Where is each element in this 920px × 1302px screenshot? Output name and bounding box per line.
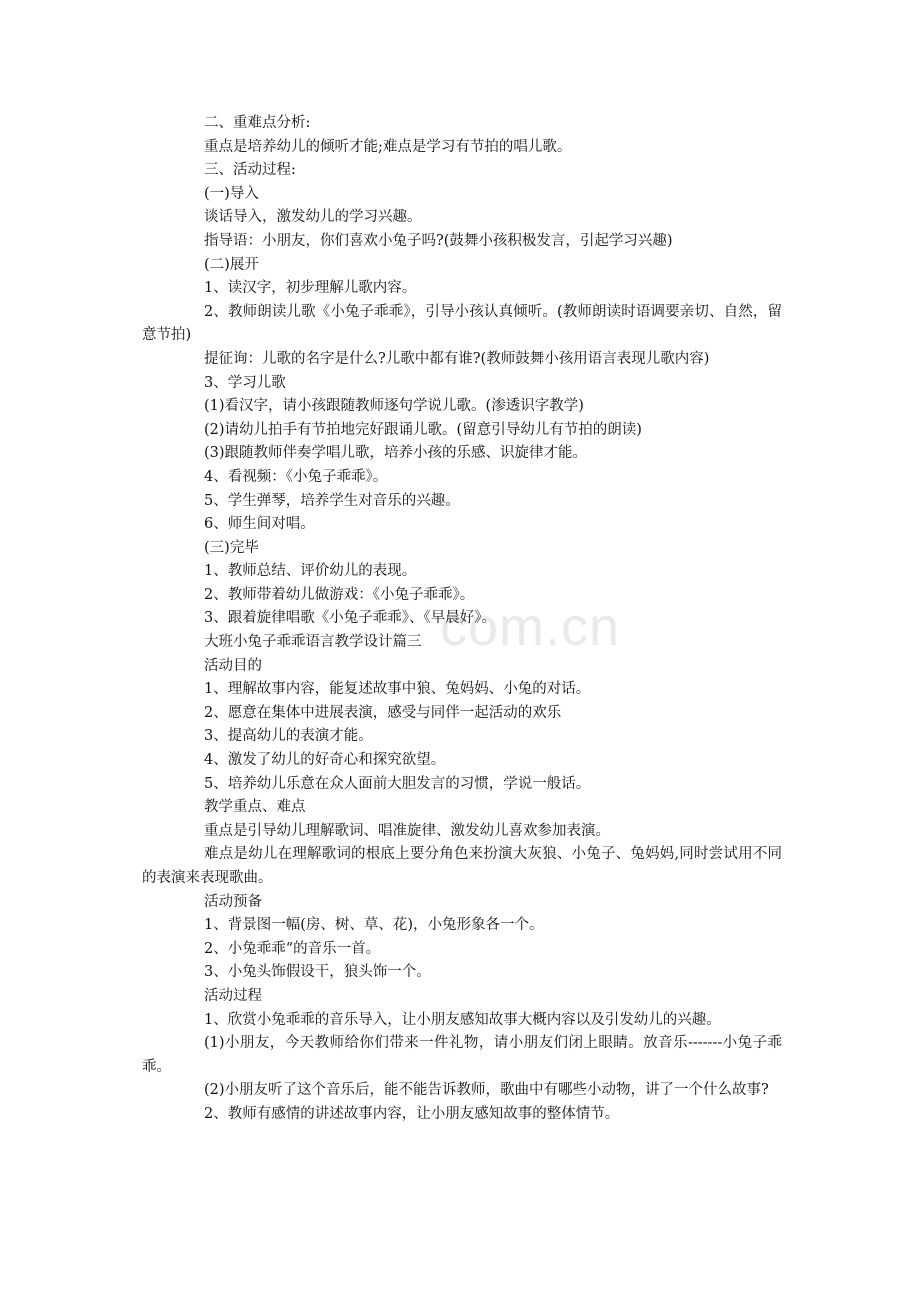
- subheading: 活动过程: [204, 987, 262, 1004]
- list-item: 3、小兔头饰假设干，狼头饰一个。: [204, 964, 431, 981]
- list-item: 4、看视频：《小兔子乖乖》。: [204, 468, 388, 485]
- subheading: 教学重点、难点: [204, 799, 306, 816]
- list-item: 1、教师总结、评价幼儿的表现。: [204, 563, 417, 580]
- document-body: [142, 112, 782, 1127]
- paragraph: 谈话导入，激发幼儿的学习兴趣。: [204, 209, 422, 226]
- subheading: 活动目的: [204, 657, 262, 674]
- list-item: 5、学生弹琴，培养学生对音乐的兴趣。: [204, 492, 460, 509]
- list-item: (1)小朋友，今天教师给你们带来一件礼物，请小朋友们闭上眼睛。放音乐-------小兔子乖乖。: [142, 1035, 782, 1075]
- list-item: 2、教师有感情的讲述故事内容，让小朋友感知故事的整体情节。: [204, 1105, 620, 1122]
- list-item: 3、学习儿歌: [204, 374, 286, 391]
- subheading: (一)导入: [204, 185, 259, 202]
- watermark: com.cn: [440, 597, 621, 657]
- document-section-title: 大班小兔子乖乖语言教学设计篇三: [204, 634, 422, 651]
- list-item: (2)请幼儿拍手有节拍地完好跟诵儿歌。(留意引导幼儿有节拍的朗读): [204, 421, 642, 438]
- section-heading-key-points: 二、重难点分析:: [204, 115, 311, 131]
- list-item: (3)跟随教师伴奏学唱儿歌，培养小孩的乐感、识旋律才能。: [204, 445, 588, 462]
- paragraph: 重点是引导幼儿理解歌词、唱准旋律、激发幼儿喜欢参加表演。: [204, 822, 610, 839]
- paragraph: 重点是培养幼儿的倾听才能;难点是学习有节拍的唱儿歌。: [204, 138, 572, 155]
- list-item: 1、背景图一幅(房、树、草、花)，小兔形象各一个。: [204, 917, 544, 934]
- list-item: 5、培养幼儿乐意在众人面前大胆发言的习惯，学说一般话。: [204, 775, 591, 792]
- list-item: 3、提高幼儿的表演才能。: [204, 728, 373, 745]
- list-item: 3、跟着旋律唱歌《小兔子乖乖》、《早晨好》。: [204, 610, 496, 627]
- list-item: 1、理解故事内容，能复述故事中狼、兔妈妈、小兔的对话。: [204, 681, 591, 698]
- subheading: (二)展开: [204, 256, 259, 273]
- subheading: 活动预备: [204, 893, 262, 910]
- list-item: 2、教师带着幼儿做游戏：《小兔子乖乖》。: [204, 586, 475, 603]
- list-item: 2、教师朗读儿歌《小兔子乖乖》，引导小孩认真倾听。(教师朗读时语调要亲切、自然，留意节拍): [142, 303, 782, 344]
- paragraph: 难点是幼儿在理解歌词的根底上要分角色来扮演大灰狼、小兔子、兔妈妈,同时尝试用不同的表演来表现歌曲。: [142, 846, 782, 886]
- list-item: 2、小兔乖乖“的音乐一首。: [204, 940, 381, 957]
- list-item: 2、愿意在集体中进展表演，感受与同伴一起活动的欢乐: [204, 704, 562, 721]
- list-item: 1、读汉字，初步理解儿歌内容。: [204, 280, 417, 297]
- section-heading-activity-process: 三、活动过程:: [204, 162, 296, 179]
- list-item: 1、欣赏小兔乖乖的音乐导入，让小朋友感知故事大概内容以及引发幼儿的兴趣。: [204, 1011, 721, 1028]
- subheading: (三)完毕: [204, 539, 259, 556]
- paragraph: 提征询：儿歌的名字是什么?儿歌中都有谁?(教师鼓舞小孩用语言表现儿歌内容): [204, 350, 710, 367]
- list-item: (2)小朋友听了这个音乐后，能不能告诉教师，歌曲中有哪些小动物，讲了一个什么故事?: [204, 1082, 769, 1099]
- list-item: (1)看汉字，请小孩跟随教师逐句学说儿歌。(渗透识字教学): [204, 398, 584, 415]
- list-item: 4、激发了幼儿的好奇心和探究欲望。: [204, 752, 446, 769]
- paragraph: 指导语：小朋友，你们喜欢小兔子吗?(鼓舞小孩积极发言，引起学习兴趣): [204, 232, 673, 249]
- list-item: 6、师生间对唱。: [204, 516, 315, 533]
